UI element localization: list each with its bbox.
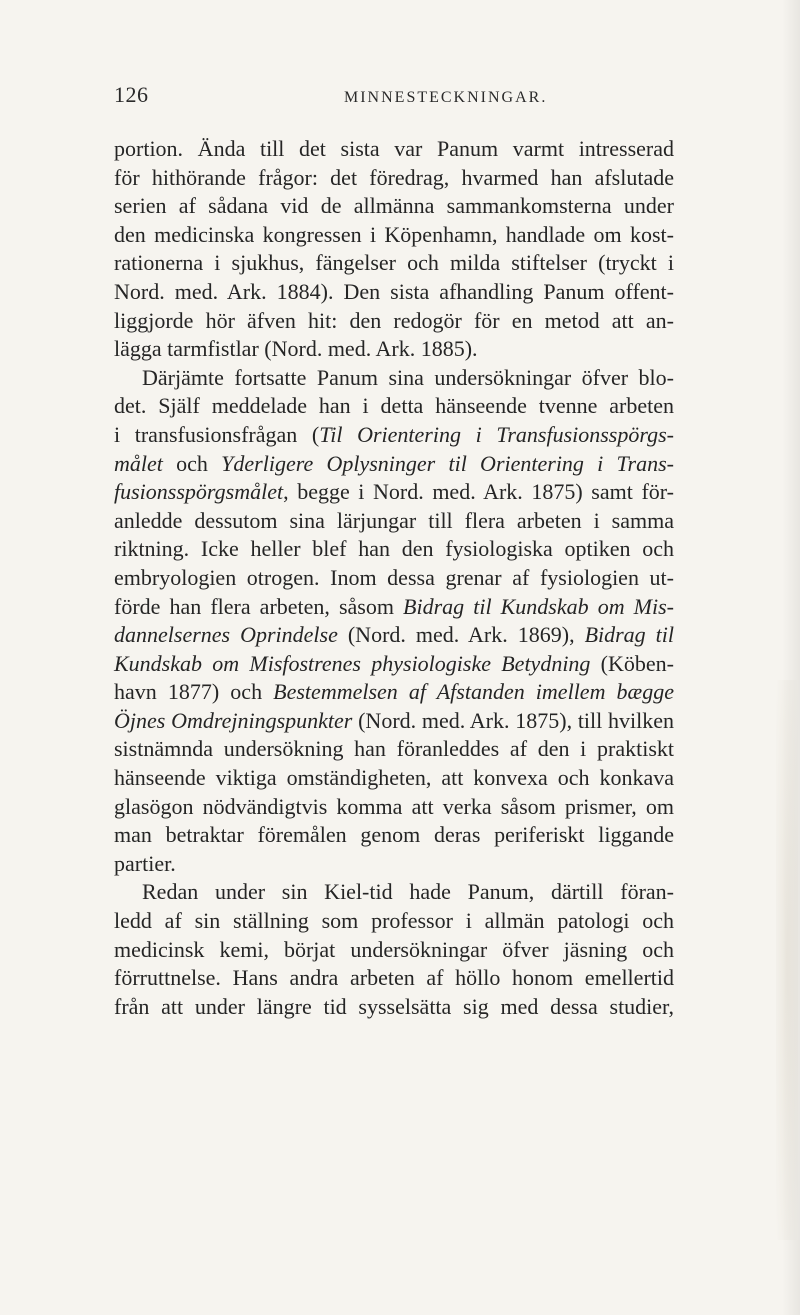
italic-title: målet [114, 450, 163, 476]
text-line: fusionsspörgsmålet, begge i Nord. med. Ark. 1875) samt för- [114, 479, 674, 505]
text-line: Nord. med. Ark. 1884). Den sista afhandling Panum offent- [114, 278, 674, 304]
paragraph-start-line: Därjämte fortsatte Panum sina undersökningar öfver blo- [142, 364, 674, 390]
text-line: man betraktar föremålen genom deras periferiskt liggande [114, 822, 674, 848]
italic-title: Til Orientering i Transfusionsspörgs- [319, 421, 674, 447]
text-line: portion. Ända till det sista var Panum varmt intresserad [114, 136, 674, 161]
text-line: lägga tarmfistlar (Nord. med. Ark. 1885). [114, 336, 478, 362]
text-line: riktning. Icke heller blef han den fysiologiska optiken och [114, 536, 674, 562]
text-line: förruttnelse. Hans andra arbeten af höllo honom emellertid [114, 965, 674, 991]
italic-title: Bidrag til [584, 622, 675, 648]
text-line: anledde dessutom sina lärjungar till flera arbeten i samma [114, 507, 674, 533]
text-line: det. Själf meddelade han i detta hänseende tvenne arbeten [114, 393, 674, 419]
text-line: Kundskab om Misfostrenes physiologiske Betydning (Köben- [114, 650, 674, 676]
text-line: från att under längre tid sysselsätta sig med dessa studier, [114, 993, 674, 1019]
paper-stain [776, 680, 798, 1240]
text-line: rationerna i sjukhus, fängelser och milda stiftelser (tryckt i [114, 250, 674, 276]
text-line: embryologien otrogen. Inom dessa grenar af fysiologien ut- [114, 564, 674, 590]
italic-title: Öjnes Omdrejningspunkter [114, 707, 353, 733]
text-line: målet och Yderligere Oplysninger til Orientering i Trans- [114, 450, 675, 476]
text-line: glasögon nödvändigtvis komma att verka såsom prismer, om [114, 793, 674, 819]
text-line: i transfusionsfrågan (Til Orientering i Transfusionsspörgs- [114, 421, 674, 447]
text-line: den medicinska kongressen i Köpenhamn, handlade om kost- [114, 221, 674, 247]
paragraph-start-line: Redan under sin Kiel-tid hade Panum, därtill föran- [142, 879, 674, 905]
text-line: för hithörande frågor: det föredrag, hvarmed han afslutade [114, 164, 674, 190]
text-line: förde han flera arbeten, såsom Bidrag til Kundskab om Mis- [114, 593, 674, 619]
text-line: sistnämnda undersökning han föranleddes af den i praktiskt [114, 736, 674, 762]
text-line: partier. [114, 850, 176, 876]
page-number: 126 [114, 82, 149, 107]
running-head: MINNESTECKNINGAR. [344, 89, 548, 106]
text-line: medicinsk kemi, börjat undersökningar öfver jäsning och [114, 936, 674, 962]
text-line: dannelsernes Oprindelse (Nord. med. Ark. 1869), Bidrag til [114, 622, 675, 648]
text-line: ledd af sin ställning som professor i allmän patologi och [114, 908, 674, 934]
italic-title: dannelsernes Oprindelse [114, 622, 338, 648]
italic-title: Bestemmelsen af Afstanden imellem bægge [273, 679, 674, 705]
text-line: havn 1877) och Bestemmelsen af Afstanden imellem bægge [114, 679, 674, 705]
italic-title: Bidrag til Kundskab om Mis- [403, 593, 674, 619]
text-line: Öjnes Omdrejningspunkter (Nord. med. Ark. 1875), till hvilken [114, 707, 675, 733]
italic-title: fusionsspörgsmålet [114, 479, 284, 505]
text-line: liggjorde hör äfven hit: den redogör för en metod att an- [114, 307, 674, 333]
italic-title: Kundskab om Misfostrenes physiologiske Betydning [114, 650, 591, 676]
text-line: hänseende viktiga omständigheten, att konvexa och konkava [114, 765, 674, 791]
text-line: serien af sådana vid de allmänna sammankomsterna under [114, 193, 674, 219]
italic-title: Yderligere Oplysninger til Orientering i Trans- [221, 450, 675, 476]
page-header [112, 82, 676, 112]
body-text [114, 135, 674, 1021]
